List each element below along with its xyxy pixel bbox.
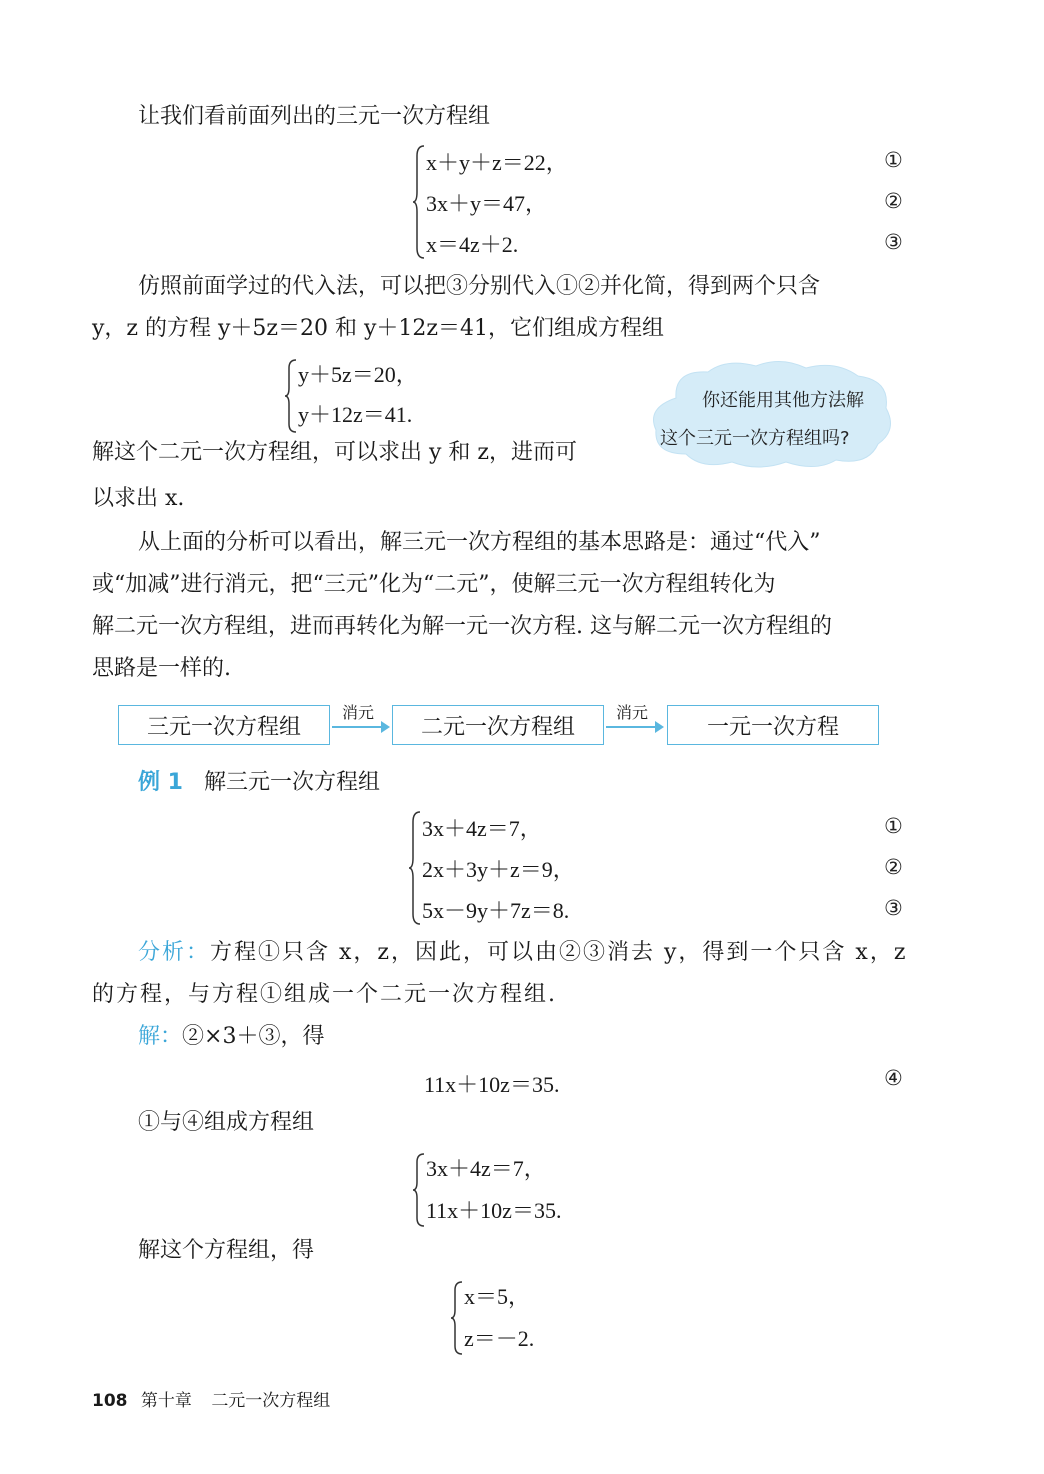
equation-row: 5x－9y＋7z＝8. bbox=[422, 898, 570, 923]
equation-number: ② bbox=[884, 855, 903, 879]
example-text: 解三元一次方程组 bbox=[203, 770, 380, 795]
solution-line bbox=[138, 1016, 324, 1058]
analysis-line: 的方程，与方程①组成一个二元一次方程组. bbox=[92, 982, 557, 1007]
equation-number: ④ bbox=[884, 1066, 903, 1090]
thought-cloud bbox=[646, 358, 896, 470]
left-brace-icon bbox=[408, 810, 422, 926]
example-label: 例 1 bbox=[138, 770, 183, 795]
paragraph-line: 解这个方程组，得 bbox=[138, 1238, 315, 1263]
equation-system-4 bbox=[412, 1148, 712, 1230]
flow-box-binary: 二元一次方程组 bbox=[392, 705, 604, 745]
equation-row: 3x＋4z＝7， bbox=[422, 816, 542, 841]
paragraph-line: 以求出 x. bbox=[92, 486, 185, 511]
paragraph-line: 解二元一次方程组，进而再转化为解一元一次方程. 这与解二元一次方程组的 bbox=[92, 614, 832, 639]
equation-row: 3x＋4z＝7， bbox=[426, 1156, 546, 1181]
analysis-line bbox=[138, 932, 907, 974]
paragraph-line: 或“加减”进行消元，把“三元”化为“二元”，使解三元一次方程组转化为 bbox=[92, 572, 776, 597]
cloud-line: 你还能用其他方法解 bbox=[702, 390, 864, 411]
left-brace-icon bbox=[284, 358, 298, 434]
equation-system-3 bbox=[408, 806, 908, 930]
solution-label: 解： bbox=[138, 1024, 183, 1049]
paragraph-line: 解这个二元一次方程组，可以求出 y 和 z，进而可 bbox=[92, 440, 578, 465]
equation-row: y＋12z＝41. bbox=[298, 402, 413, 427]
arrow-right-icon bbox=[606, 726, 662, 728]
equation-system-2 bbox=[284, 354, 584, 436]
arrow-label: 消元 bbox=[616, 703, 649, 722]
equation-row: 11x＋10z＝35. bbox=[426, 1198, 562, 1223]
paragraph-line: 仿照前面学过的代入法，可以把③分别代入①②并化简，得到两个只含 bbox=[138, 274, 821, 299]
equation-row: y＋5z＝20， bbox=[298, 362, 418, 387]
equation-system-5 bbox=[450, 1276, 650, 1358]
equation-row: x＋y＋z＝22， bbox=[426, 150, 568, 175]
equation-number: ② bbox=[884, 189, 903, 213]
page-number: 108 bbox=[92, 1391, 128, 1411]
equation-row: x＝4z＋2. bbox=[426, 232, 519, 257]
analysis-text: 方程①只含 x，z，因此，可以由②③消去 y，得到一个只含 x，z bbox=[210, 940, 908, 965]
paragraph-line: 思路是一样的. bbox=[92, 656, 231, 681]
equation-row: 2x＋3y＋z＝9， bbox=[422, 857, 575, 882]
paragraph-line: ①与④组成方程组 bbox=[138, 1110, 315, 1135]
arrow-label: 消元 bbox=[342, 703, 375, 722]
left-brace-icon bbox=[450, 1280, 464, 1356]
paragraph-line: y，z 的方程 y＋5z＝20 和 y＋12z＝41，它们组成方程组 bbox=[92, 316, 665, 341]
equation-number: ③ bbox=[884, 896, 903, 920]
paragraph-line: 从上面的分析可以看出，解三元一次方程组的基本思路是：通过“代入” bbox=[138, 530, 821, 555]
example-heading bbox=[138, 762, 380, 804]
equation-number: ① bbox=[884, 814, 903, 838]
equation-number: ③ bbox=[884, 230, 903, 254]
solution-text: ②×3＋③，得 bbox=[182, 1024, 325, 1049]
cloud-line: 这个三元一次方程组吗? bbox=[660, 428, 850, 449]
equation-row: z＝－2. bbox=[464, 1326, 535, 1351]
intro-text: 让我们看前面列出的三元一次方程组 bbox=[138, 104, 491, 129]
equation-system-1 bbox=[412, 140, 912, 264]
equation-4: 11x＋10z＝35. bbox=[424, 1072, 560, 1097]
equation-row: 3x＋y＝47， bbox=[426, 191, 548, 216]
equation-number: ① bbox=[884, 148, 903, 172]
chapter-title: 二元一次方程组 bbox=[211, 1391, 331, 1411]
page-footer bbox=[92, 1386, 330, 1411]
flow-box-linear: 一元一次方程 bbox=[667, 705, 879, 745]
left-brace-icon bbox=[412, 144, 426, 260]
left-brace-icon bbox=[412, 1152, 426, 1228]
chapter-label: 第十章 bbox=[140, 1391, 192, 1411]
arrow-right-icon bbox=[332, 726, 388, 728]
equation-row: x＝5， bbox=[464, 1284, 531, 1309]
flow-box-ternary: 三元一次方程组 bbox=[118, 705, 330, 745]
analysis-label: 分析： bbox=[138, 940, 211, 965]
